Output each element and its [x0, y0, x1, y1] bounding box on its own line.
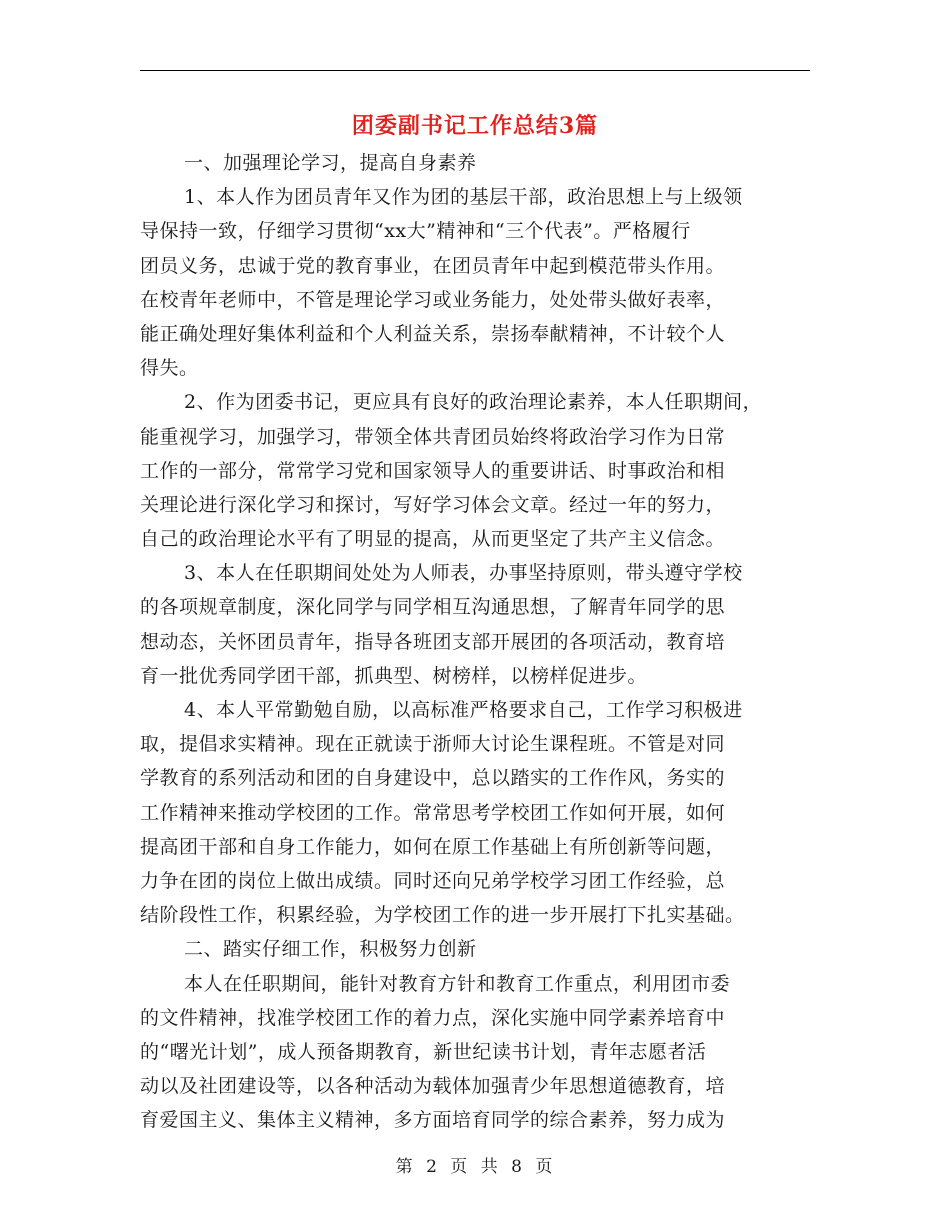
text-line: 动以及社团建设等，以各种活动为载体加强青少年思想道德教育，培 [140, 1075, 726, 1098]
text-line: 本人在任职期间，能针对教育方针和教育工作重点，利用团市委 [184, 972, 731, 995]
document-body [140, 146, 816, 1137]
text-line: 提高团干部和自身工作能力，如何在原工作基础上有所创新等问题， [140, 835, 726, 858]
text-line: 工作精神来推动学校团的工作。常常思考学校团工作如何开展，如何 [140, 801, 726, 824]
text-line: 想动态，关怀团员青年，指导各班团支部开展团的各项活动，教育培 [140, 630, 726, 653]
text-line: 的各项规章制度，深化同学与同学相互沟通思想，了解青年同学的思 [140, 596, 726, 619]
text-line: 4、本人平常勤勉自励，以高标准严格要求自己，工作学习积极进 [184, 699, 743, 721]
text-line: 得失。 [140, 357, 199, 380]
text-line: 导保持一致，仔细学习贯彻“xx大”精神和“三个代表”。严格履行 [140, 220, 691, 243]
text-line: 2、作为团委书记，更应具有良好的政治理论素养，本人任职期间， [184, 391, 763, 414]
text-line: 二、踏实仔细工作，积极努力创新 [184, 938, 477, 961]
text-line: 团员义务，忠诚于党的教育事业，在团员青年中起到模范带头作用。 [140, 254, 726, 277]
text-line: 自己的政治理论水平有了明显的提高，从而更坚定了共产主义信念。 [140, 528, 726, 551]
text-line: 3、本人在任职期间处处为人师表，办事坚持原则，带头遵守学校 [184, 562, 743, 585]
text-line: 育爱国主义、集体主义精神，多方面培育同学的综合素养，努力成为 [140, 1109, 726, 1132]
text-line: 的“曙光计划”，成人预备期教育，新世纪读书计划，青年志愿者活 [140, 1040, 707, 1063]
text-line: 能重视学习，加强学习，带领全体共青团员始终将政治学习作为日常 [140, 425, 726, 448]
text-line: 一、加强理论学习，提高自身素养 [184, 152, 477, 174]
text-line: 的文件精神，找准学校团工作的着力点，深化实施中同学素养培育中 [140, 1006, 726, 1029]
text-line: 关理论进行深化学习和探讨，写好学习体会文章。经过一年的努力， [140, 493, 726, 516]
text-line: 工作的一部分，常常学习党和国家领导人的重要讲话、时事政治和相 [140, 459, 726, 482]
text-line: 学教育的系列活动和团的自身建设中，总以踏实的工作作风，务实的 [140, 767, 726, 790]
text-line: 力争在团的岗位上做出成绩。同时还向兄弟学校学习团工作经验，总 [140, 869, 726, 892]
page-footer: 第 2 页 共 8 页 [395, 1157, 555, 1177]
header-rule [140, 70, 810, 71]
text-line: 结阶段性工作，积累经验，为学校团工作的进一步开展打下扎实基础。 [140, 904, 745, 927]
text-line: 在校青年老师中，不管是理论学习或业务能力，处处带头做好表率， [140, 288, 726, 311]
text-line: 1、本人作为团员青年又作为团的基层干部，政治思想上与上级领 [184, 186, 743, 209]
text-line: 取，提倡求实精神。现在正就读于浙师大讨论生课程班。不管是对同 [140, 733, 726, 756]
text-line: 育一批优秀同学团干部，抓典型、树榜样，以榜样促进步。 [140, 664, 648, 687]
text-line: 能正确处理好集体利益和个人利益关系，崇扬奉献精神，不计较个人 [140, 322, 726, 345]
document-title: 团委副书记工作总结3篇 [351, 113, 599, 139]
